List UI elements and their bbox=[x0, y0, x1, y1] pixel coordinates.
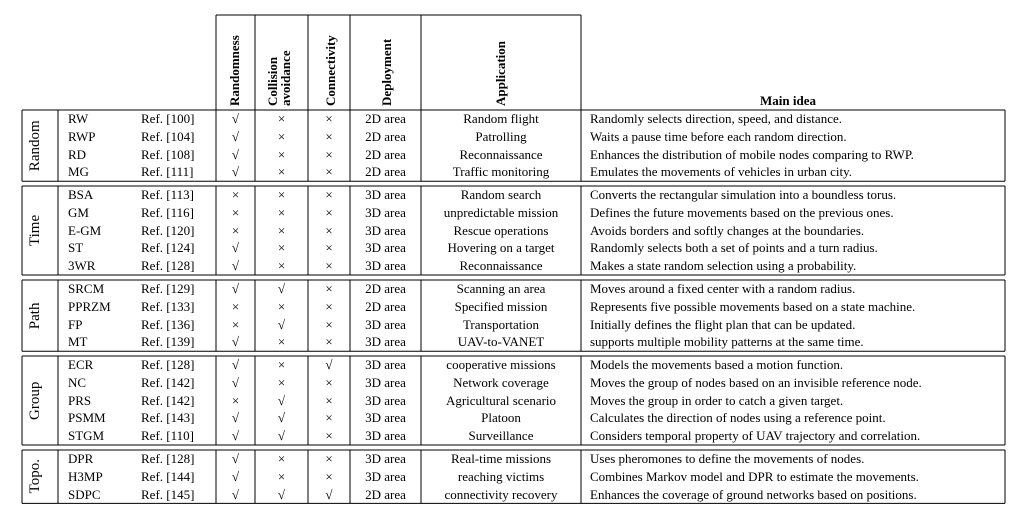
reference: Ref. [116] bbox=[141, 204, 194, 220]
group-label: Path bbox=[27, 302, 43, 329]
connectivity-cell: × bbox=[325, 281, 333, 296]
reference: Ref. [124] bbox=[141, 240, 195, 256]
group-label: Topo. bbox=[27, 459, 43, 494]
reference: Ref. [142] bbox=[141, 392, 195, 408]
randomness-cell: √ bbox=[231, 468, 240, 484]
randomness-cell: √ bbox=[231, 258, 240, 274]
randomness-cell: √ bbox=[231, 334, 240, 350]
reference: Ref. [120] bbox=[141, 222, 195, 238]
deployment-cell: 2D area bbox=[365, 281, 406, 296]
reference: Ref. [100] bbox=[141, 111, 195, 126]
randomness-cell: × bbox=[231, 298, 240, 314]
model-name: PSMM bbox=[68, 410, 106, 426]
model-name: DPR bbox=[68, 451, 94, 466]
collision-cell: √ bbox=[277, 428, 286, 444]
main-idea-cell: Waits a pause time before each random direction. bbox=[590, 128, 847, 144]
main-idea-cell: Considers temporal property of UAV trajectory and correlation. bbox=[590, 428, 921, 444]
deployment-cell: 3D area bbox=[365, 410, 406, 426]
randomness-cell: √ bbox=[231, 374, 240, 390]
header-randomness: Randomness bbox=[227, 35, 242, 106]
application-cell: Rescue operations bbox=[453, 222, 549, 238]
collision-cell: √ bbox=[277, 392, 286, 408]
main-idea-cell: Enhances the coverage of ground networks based on positions. bbox=[590, 486, 917, 502]
collision-cell: × bbox=[277, 128, 286, 144]
collision-cell: × bbox=[277, 204, 286, 220]
randomness-cell: √ bbox=[231, 240, 240, 256]
randomness-cell: √ bbox=[231, 486, 240, 502]
deployment-cell: 3D area bbox=[365, 240, 406, 256]
connectivity-cell: × bbox=[325, 222, 333, 238]
main-idea-cell: Randomly selects both a set of points and a turn radius. bbox=[590, 240, 878, 256]
header-collision-line2: avoidance bbox=[278, 50, 293, 106]
connectivity-cell: × bbox=[325, 146, 333, 162]
model-name: PPRZM bbox=[68, 298, 111, 314]
reference: Ref. [129] bbox=[141, 281, 195, 296]
randomness-cell: √ bbox=[231, 357, 240, 372]
main-idea-cell: Combines Markov model and DPR to estimate the movements. bbox=[590, 468, 919, 484]
reference: Ref. [108] bbox=[141, 146, 195, 162]
main-idea-cell: Moves around a fixed center with a random radius. bbox=[590, 281, 856, 296]
collision-cell: × bbox=[277, 451, 286, 466]
connectivity-cell: × bbox=[325, 128, 333, 144]
application-cell: reaching victims bbox=[457, 468, 545, 484]
application-cell: Random flight bbox=[463, 111, 539, 126]
randomness-cell: √ bbox=[231, 146, 240, 162]
model-name: PRS bbox=[68, 392, 92, 408]
application-cell: unpredictable mission bbox=[443, 204, 559, 220]
randomness-cell: √ bbox=[231, 128, 240, 144]
application-cell: Real-time missions bbox=[450, 451, 552, 466]
connectivity-cell: × bbox=[325, 187, 333, 202]
model-name: RWP bbox=[68, 128, 96, 144]
model-name: BSA bbox=[68, 187, 94, 202]
application-cell: Scanning an area bbox=[456, 281, 546, 296]
reference: Ref. [104] bbox=[141, 128, 195, 144]
deployment-cell: 2D area bbox=[365, 164, 406, 180]
deployment-cell: 3D area bbox=[365, 334, 406, 350]
reference: Ref. [111] bbox=[141, 164, 194, 180]
main-idea-cell: Makes a state random selection using a probability. bbox=[590, 258, 857, 274]
deployment-cell: 3D area bbox=[365, 258, 406, 274]
model-name: H3MP bbox=[68, 468, 103, 484]
reference: Ref. [113] bbox=[141, 187, 194, 202]
model-name: 3WR bbox=[68, 258, 96, 274]
reference: Ref. [133] bbox=[141, 298, 195, 314]
connectivity-cell: √ bbox=[325, 357, 333, 372]
main-idea-cell: Defines the future movements based on the previous ones. bbox=[590, 204, 894, 220]
main-idea-cell: Randomly selects direction, speed, and distance. bbox=[590, 111, 842, 126]
application-cell: Reconnaissance bbox=[459, 258, 543, 274]
randomness-cell: × bbox=[231, 204, 240, 220]
application-cell: Platoon bbox=[481, 410, 521, 426]
deployment-cell: 3D area bbox=[365, 468, 406, 484]
group-label: Random bbox=[27, 120, 43, 172]
application-cell: Traffic monitoring bbox=[452, 164, 550, 180]
application-cell: Specified mission bbox=[454, 298, 548, 314]
model-name: FP bbox=[68, 316, 83, 332]
connectivity-cell: × bbox=[325, 410, 333, 426]
reference: Ref. [143] bbox=[141, 410, 195, 426]
header-deployment: Deployment bbox=[379, 38, 394, 106]
randomness-cell: × bbox=[231, 392, 240, 408]
collision-cell: × bbox=[277, 258, 286, 274]
main-idea-cell: Represents five possible movements based on a state machine. bbox=[590, 298, 916, 314]
randomness-cell: √ bbox=[231, 410, 240, 426]
main-idea-cell: Moves the group in order to catch a given target. bbox=[590, 392, 844, 408]
header-collision-line1: Collision bbox=[265, 56, 280, 106]
collision-cell: √ bbox=[277, 316, 286, 332]
collision-cell: × bbox=[277, 222, 286, 238]
deployment-cell: 2D area bbox=[365, 128, 406, 144]
deployment-cell: 2D area bbox=[365, 111, 406, 126]
deployment-cell: 2D area bbox=[365, 298, 406, 314]
main-idea-cell: Models the movements based a motion function. bbox=[590, 357, 844, 372]
deployment-cell: 3D area bbox=[365, 204, 406, 220]
deployment-cell: 3D area bbox=[365, 451, 406, 466]
collision-cell: × bbox=[277, 374, 286, 390]
randomness-cell: √ bbox=[231, 428, 240, 444]
group-label: Time bbox=[27, 214, 43, 247]
collision-cell: √ bbox=[277, 410, 286, 426]
application-cell: Random search bbox=[460, 187, 542, 202]
deployment-cell: 3D area bbox=[365, 392, 406, 408]
randomness-cell: √ bbox=[231, 281, 240, 296]
main-idea-cell: Avoids borders and softly changes at the boundaries. bbox=[590, 222, 865, 238]
connectivity-cell: √ bbox=[325, 486, 333, 502]
deployment-cell: 3D area bbox=[365, 374, 406, 390]
connectivity-cell: × bbox=[325, 258, 333, 274]
collision-cell: × bbox=[277, 187, 286, 202]
reference: Ref. [128] bbox=[141, 451, 195, 466]
connectivity-cell: × bbox=[325, 204, 333, 220]
application-cell: Transportation bbox=[462, 316, 540, 332]
application-cell: Reconnaissance bbox=[459, 146, 543, 162]
model-name: E-GM bbox=[68, 222, 102, 238]
model-name: SRCM bbox=[68, 281, 105, 296]
deployment-cell: 3D area bbox=[365, 222, 406, 238]
connectivity-cell: × bbox=[325, 111, 333, 126]
main-idea-cell: Moves the group of nodes based on an invisible reference node. bbox=[590, 374, 922, 390]
header-main-idea: Main idea bbox=[760, 93, 816, 108]
collision-cell: × bbox=[277, 111, 286, 126]
header-application: Application bbox=[493, 40, 508, 106]
reference: Ref. [128] bbox=[141, 258, 195, 274]
randomness-cell: × bbox=[231, 222, 240, 238]
deployment-cell: 3D area bbox=[365, 357, 406, 372]
main-idea-cell: Calculates the direction of nodes using a reference point. bbox=[590, 410, 886, 426]
randomness-cell: √ bbox=[231, 164, 240, 180]
randomness-cell: × bbox=[231, 187, 240, 202]
model-name: MT bbox=[68, 334, 88, 350]
reference: Ref. [128] bbox=[141, 357, 195, 372]
reference: Ref. [136] bbox=[141, 316, 195, 332]
application-cell: UAV-to-VANET bbox=[457, 334, 545, 350]
main-idea-cell: Uses pheromones to define the movements of nodes. bbox=[590, 451, 865, 466]
application-cell: Network coverage bbox=[453, 374, 549, 390]
application-cell: Agricultural scenario bbox=[445, 392, 557, 408]
application-cell: Surveillance bbox=[468, 428, 534, 444]
connectivity-cell: × bbox=[325, 468, 333, 484]
reference: Ref. [110] bbox=[141, 428, 194, 444]
connectivity-cell: × bbox=[325, 451, 333, 466]
reference: Ref. [145] bbox=[141, 486, 195, 502]
reference: Ref. [139] bbox=[141, 334, 195, 350]
connectivity-cell: × bbox=[325, 316, 333, 332]
collision-cell: √ bbox=[277, 281, 286, 296]
group-label: Group bbox=[27, 381, 43, 420]
deployment-cell: 3D area bbox=[365, 428, 406, 444]
model-name: RW bbox=[68, 111, 89, 126]
deployment-cell: 2D area bbox=[365, 486, 406, 502]
reference: Ref. [142] bbox=[141, 374, 195, 390]
model-name: GM bbox=[68, 204, 89, 220]
main-idea-cell: Enhances the distribution of mobile nodes comparing to RWP. bbox=[590, 146, 914, 162]
randomness-cell: √ bbox=[231, 111, 240, 126]
reference: Ref. [144] bbox=[141, 468, 195, 484]
collision-cell: √ bbox=[277, 486, 286, 502]
connectivity-cell: × bbox=[325, 374, 333, 390]
deployment-cell: 3D area bbox=[365, 316, 406, 332]
deployment-cell: 3D area bbox=[365, 187, 406, 202]
model-name: MG bbox=[68, 164, 89, 180]
connectivity-cell: × bbox=[325, 298, 333, 314]
collision-cell: × bbox=[277, 298, 286, 314]
connectivity-cell: × bbox=[325, 428, 333, 444]
application-cell: cooperative missions bbox=[446, 357, 556, 372]
deployment-cell: 2D area bbox=[365, 146, 406, 162]
model-name: SDPC bbox=[68, 486, 101, 502]
application-cell: Hovering on a target bbox=[447, 240, 555, 256]
collision-cell: × bbox=[277, 240, 286, 256]
collision-cell: × bbox=[277, 468, 286, 484]
randomness-cell: √ bbox=[231, 451, 240, 466]
header-collision-avoidance bbox=[266, 20, 292, 106]
application-cell: Patrolling bbox=[475, 128, 527, 144]
model-name: RD bbox=[68, 146, 87, 162]
main-idea-cell: Converts the rectangular simulation into a boundless torus. bbox=[590, 187, 897, 202]
application-cell: connectivity recovery bbox=[444, 486, 558, 502]
model-name: STGM bbox=[68, 428, 105, 444]
main-idea-cell: Emulates the movements of vehicles in urban city. bbox=[590, 164, 852, 180]
connectivity-cell: × bbox=[325, 334, 333, 350]
collision-cell: × bbox=[277, 357, 286, 372]
header-connectivity: Connectivity bbox=[323, 35, 338, 106]
connectivity-cell: × bbox=[325, 240, 333, 256]
connectivity-cell: × bbox=[325, 392, 333, 408]
connectivity-cell: × bbox=[325, 164, 333, 180]
model-name: ECR bbox=[68, 357, 94, 372]
randomness-cell: × bbox=[231, 316, 240, 332]
model-name: NC bbox=[68, 374, 87, 390]
collision-cell: × bbox=[277, 334, 286, 350]
main-idea-cell: supports multiple mobility patterns at the same time. bbox=[590, 334, 864, 350]
model-name: ST bbox=[68, 240, 84, 256]
collision-cell: × bbox=[277, 146, 286, 162]
main-idea-cell: Initially defines the flight plan that can be updated. bbox=[590, 316, 856, 332]
collision-cell: × bbox=[277, 164, 286, 180]
